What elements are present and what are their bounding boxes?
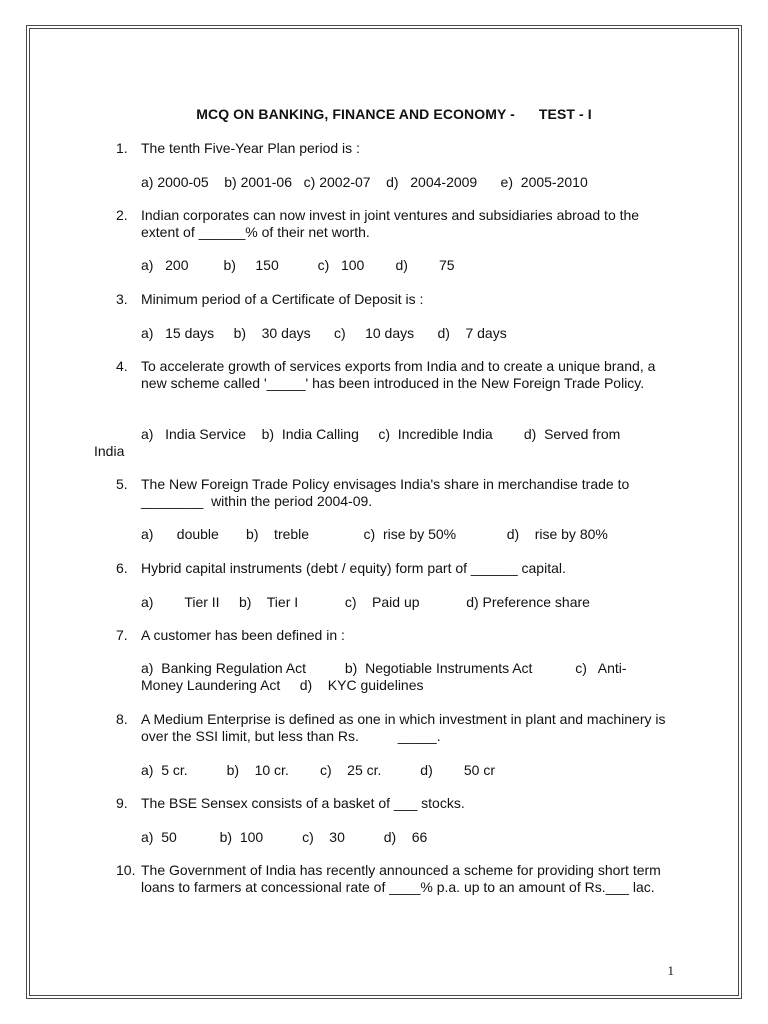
- question-7: [116, 627, 676, 644]
- question-5-options: a) double b) treble c) rise by 50% d) rise by 80%: [141, 526, 608, 542]
- question-text: A Medium Enterprise is defined as one in which investment in plant and machinery is over the SSI limit, but less than Rs. _____.: [141, 711, 670, 744]
- question-text: Hybrid capital instruments (debt / equity) form part of ______ capital.: [141, 560, 566, 576]
- question-6: [116, 560, 676, 577]
- question-text: Minimum period of a Certificate of Deposit is :: [141, 291, 424, 307]
- question-2-options: a) 200 b) 150 c) 100 d) 75: [141, 257, 455, 273]
- question-number: 5.: [116, 476, 128, 492]
- question-8: [116, 711, 676, 745]
- question-number: 10.: [116, 862, 136, 878]
- question-text: To accelerate growth of services exports from India and to create a unique brand, a new scheme called '_____' has been introduced in the New Foreign Trade Policy.: [141, 358, 660, 391]
- question-4: [116, 358, 676, 392]
- question-text: The New Foreign Trade Policy envisages India's share in merchandise trade to ________ within the period 2004-09.: [141, 476, 634, 509]
- question-text: The BSE Sensex consists of a basket of ___ stocks.: [141, 795, 465, 811]
- question-number: 8.: [116, 711, 128, 727]
- question-3: [116, 291, 676, 308]
- question-text: Indian corporates can now invest in joint ventures and subsidiaries abroad to the extent of ______% of their net worth.: [141, 207, 643, 240]
- question-number: 9.: [116, 795, 128, 811]
- question-2: [116, 207, 676, 241]
- question-number: 1.: [116, 140, 128, 156]
- question-9: [116, 795, 676, 812]
- question-1-options: a) 2000-05 b) 2001-06 c) 2002-07 d) 2004-2009 e) 2005-2010: [141, 174, 588, 190]
- question-6-options: a) Tier II b) Tier I c) Paid up d) Preference share: [141, 594, 590, 610]
- question-number: 3.: [116, 291, 128, 307]
- question-1: [116, 140, 676, 157]
- question-text: A customer has been defined in :: [141, 627, 345, 643]
- question-3-options: a) 15 days b) 30 days c) 10 days d) 7 days: [141, 325, 507, 341]
- question-text: The Government of India has recently announced a scheme for providing short term loans to farmers at concessional rate of ____% p.a. up to an amount of Rs.___ lac.: [141, 862, 665, 895]
- question-8-options: a) 5 cr. b) 10 cr. c) 25 cr. d) 50 cr: [141, 762, 495, 778]
- document-title: MCQ ON BANKING, FINANCE AND ECONOMY - TEST - I: [196, 106, 592, 122]
- page-number: 1: [667, 963, 674, 978]
- question-5: [116, 476, 676, 510]
- question-number: 4.: [116, 358, 128, 374]
- question-4-options: a) India Service b) India Calling c) Incredible India d) Served from India: [94, 426, 625, 459]
- question-number: 2.: [116, 207, 128, 223]
- question-number: 7.: [116, 627, 128, 643]
- question-7-options: a) Banking Regulation Act b) Negotiable Instruments Act c) Anti-Money Laundering Act d) KYC guidelines: [141, 660, 627, 693]
- question-10: [116, 862, 676, 896]
- question-number: 6.: [116, 560, 128, 576]
- question-9-options: a) 50 b) 100 c) 30 d) 66: [141, 829, 428, 845]
- question-text: The tenth Five-Year Plan period is :: [141, 140, 360, 156]
